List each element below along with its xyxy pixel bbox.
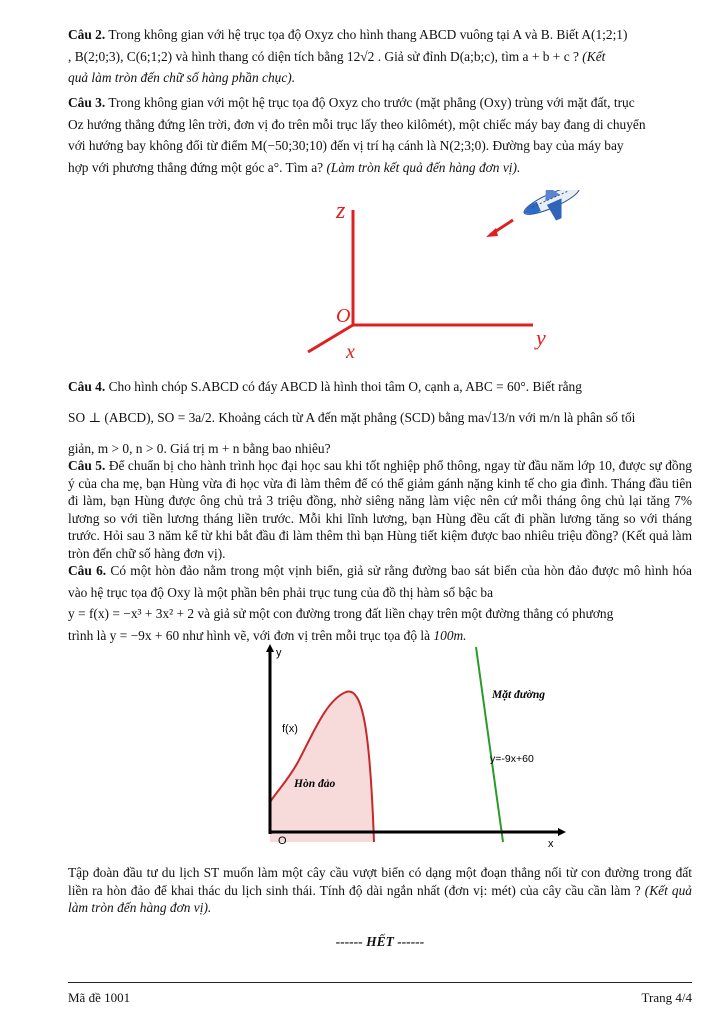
- q4-text1: Cho hình chóp S.ABCD có đáy ABCD là hình thoi tâm O, cạnh a, ABC = 60°. Biết rằng: [108, 379, 582, 394]
- question-6: [68, 560, 692, 646]
- footer: [68, 990, 692, 1006]
- q3-note: (Làm tròn kết quả đến hàng đơn vị).: [326, 159, 521, 175]
- page-number: Trang 4/4: [641, 990, 692, 1005]
- exam-code: Mã đề 1001: [68, 990, 131, 1005]
- q2-text1: Trong không gian với hệ trục tọa độ Oxyz cho hình thang ABCD vuông tại A và B. Biết A(1;2;1): [108, 27, 628, 42]
- footer-divider: [68, 982, 692, 983]
- q2-text2: , B(2;0;3), C(6;1;2) và hình thang có diện tích bằng 12√2 . Giả sử đỉnh D(a;b;c), tìm a + b + c ?: [68, 48, 579, 64]
- q3-text3: với hướng bay không đổi từ điểm M(−50;30;10) đến vị trí hạ cánh là N(2;3;0). Đường bay của máy bay: [68, 138, 624, 153]
- y-label: y: [536, 325, 546, 350]
- q3-label: Câu 3.: [68, 95, 106, 110]
- q6-text1: Có một hòn đảo nằm trong một vịnh biển, giả sử rằng đường bao sát biển của hòn đảo được mô hình hóa vào hệ trục tọa độ Oxy là một phần bên phải trục tung của đồ thị hàm số bậc ba: [68, 563, 692, 600]
- road-label: Mặt đường: [492, 689, 546, 701]
- q4-text3: giản, m > 0, n > 0. Giá trị m + n bằng bao nhiêu?: [68, 440, 331, 456]
- q2-note-b: quả làm tròn đến chữ số hàng phần chục).: [68, 70, 296, 85]
- q5-text: Để chuẩn bị cho hành trình học đại học sau khi tốt nghiệp phổ thông, ngay từ đầu năm lớp 10, được sự đồng ý của cha mẹ, bạn Hùng vừa đi học vừa đi làm thêm để có thể giảm gánh nặng kinh tế cho gia đình. Tháng đầu tiên đi làm, bạn Hùng được ông chủ trả 3 triệu đồng, nhờ siêng năng làm việc nên cứ mỗi tháng ông chủ lại tăng 7% lương so với tiền lương tháng liền trước. Mỗi khi lĩnh lương, bạn Hùng đều cất đi phần lương tăng so với tháng trước. Hỏi sau 3 năm kể từ khi bắt đầu đi làm thêm thì bạn Hùng tiết kiệm được bao nhiêu triệu đồng? (Kết quả làm tròn đến chữ số hàng đơn vị).: [68, 458, 692, 561]
- question-5: [68, 457, 692, 562]
- airplane-icon: [518, 190, 588, 231]
- q2-note-a: (Kết: [582, 48, 606, 64]
- x-label: x: [548, 838, 554, 850]
- question-2: [68, 24, 692, 89]
- q6-note: (Kết quả làm tròn đến hàng đơn vị).: [68, 882, 692, 915]
- q3-text1: Trong không gian với một hệ trục tọa độ Oxyz cho trước (mặt phẳng (Oxy) trùng với mặt đất, trục: [108, 95, 635, 110]
- q5-label: Câu 5.: [68, 458, 106, 473]
- q6-text3: trình là y = −9x + 60 như hình vẽ, với đơn vị trên mỗi trục tọa độ là: [68, 627, 431, 643]
- fx-label: f(x): [282, 723, 298, 735]
- z-label: z: [336, 198, 346, 224]
- q6-unit: 100m.: [433, 627, 467, 643]
- q6-text4: Tập đoàn đầu tư du lịch ST muốn làm một cây cầu vượt biển có dạng một đoạn thẳng nối từ con đường trong đất liền ra hòn đảo để khai thác du lịch sinh thái. Tính độ dài ngắn nhất (đơn vị: mét) của cây cầu cần làm ?: [68, 865, 692, 898]
- q6-figure: [258, 642, 568, 852]
- q3-figure: [268, 190, 588, 370]
- q4-label: Câu 4.: [68, 379, 106, 394]
- q3-text2: Oz hướng thẳng đứng lên trời, đơn vị đo trên mỗi trục lấy theo kilômét), một chiếc máy bay đang di chuyển: [68, 116, 646, 132]
- y-label: y: [276, 647, 282, 659]
- line-equation-label: y=-9x+60: [490, 753, 534, 765]
- question-3: [68, 92, 692, 178]
- q4-text2: SO ⊥ (ABCD), SO = 3a/2. Khoảng cách từ A đến mặt phẳng (SCD) bằng ma√13/n với m/n là phân số tối: [68, 409, 636, 425]
- q2-label: Câu 2.: [68, 27, 106, 42]
- x-label: x: [346, 341, 355, 363]
- origin-label: O: [278, 835, 287, 847]
- end-marker: ------ HẾT ------: [335, 934, 425, 949]
- q6-text2: y = f(x) = −x³ + 3x² + 2 và giả sử một con đường trong đất liền chạy trên một đường thẳng có phương: [68, 606, 614, 621]
- question-4: [68, 376, 692, 459]
- q6-label: Câu 6.: [68, 563, 107, 578]
- arrowhead-icon: [486, 228, 498, 237]
- origin-label: O: [336, 305, 351, 327]
- question-6-task: [68, 864, 692, 917]
- island-label: Hòn đảo: [294, 778, 336, 790]
- q3-text4: hợp với phương thẳng đứng một góc a°. Tìm a?: [68, 159, 324, 175]
